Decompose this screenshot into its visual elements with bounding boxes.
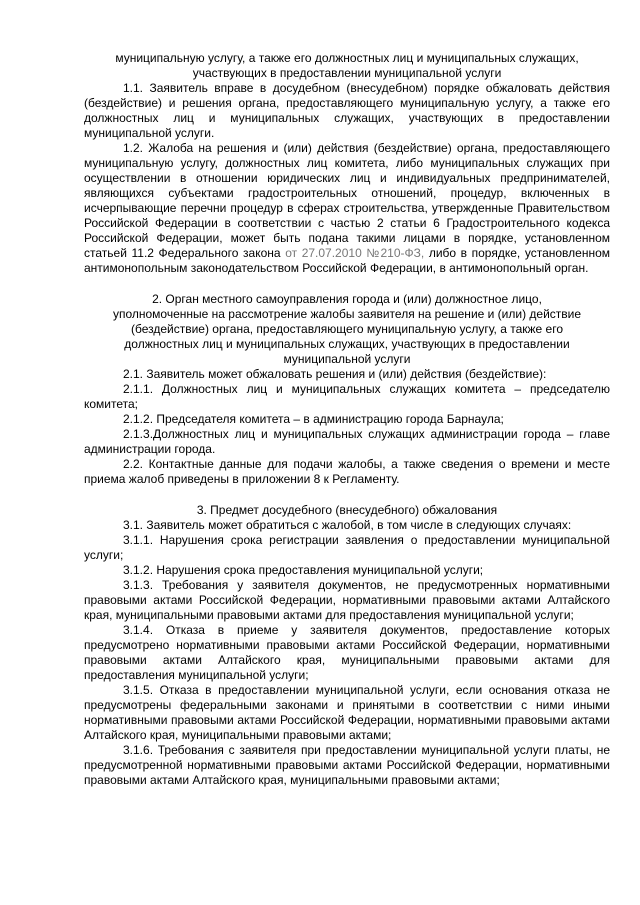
paragraph-3-1: 3.1. Заявитель может обратиться с жалобой, в том числе в следующих случаях: [123,518,572,532]
paragraph-1-2-text-a: 1.2. Жалоба на решения и (или) действия (бездействие) органа, предоставляющего муниципальную услугу, должностных лиц комитета, либо муниципальных служащих при осуществлении в отношении юридических лиц и индивидуальных предпринимателей, являющихся субъектами градостроительных отношений, процедур, включенных в исчерпывающие перечни процедур в сферах строительства, утвержденные Правительством Российской Федерации в соответствии с частью 2 статьи 6 Градостроительного кодекса Российской Федерации, может быть подана такими лицами в порядке, установленном статьей 11.2 Федерального закона [84,141,610,260]
section-1-heading-line-2: участвующих в предоставлении муниципальной услуги [192,66,502,80]
paragraph-2-1-3: 2.1.3.Должностных лиц и муниципальных служащих администрации города – главе администрации города. [84,427,610,456]
paragraph-2-2: 2.2. Контактные данные для подачи жалобы, а также сведения о времени и месте приема жалоб приведены в приложении 8 к Регламенту. [84,457,610,486]
paragraph-1-2-text-b: либо в порядке, установленном антимонопольным законодательством Российской Федерации, в антимонопольный орган. [84,246,610,275]
paragraph-2-1-2: 2.1.2. Председателя комитета – в администрацию города Барнаула; [123,412,504,426]
section-2-heading-line-4: должностных лиц и муниципальных служащих, участвующих в предоставлении [124,337,570,351]
paragraph-3-1-6: 3.1.6. Требования с заявителя при предоставлении муниципальной услуги платы, не предусмотренной нормативными правовыми актами Российской Федерации, нормативными правовыми актами Алтайского края, муниципальными правовыми актами; [84,743,610,787]
section-2-heading-line-5: муниципальной услуги [283,352,411,366]
paragraph-3-1-4: 3.1.4. Отказа в приеме у заявителя документов, предоставление которых предусмотрено нормативными правовыми актами Российской Федерации, нормативными правовыми актами Алтайского края, муниципальными правовыми актами для предоставления муниципальной услуги; [84,623,610,682]
paragraph-3-1-1: 3.1.1. Нарушения срока регистрации заявления о предоставлении муниципальной услуги; [84,533,610,562]
law-reference-link[interactable]: от 27.07.2010 №210-ФЗ, [285,246,425,260]
paragraph-1-1: 1.1. Заявитель вправе в досудебном (внесудебном) порядке обжаловать действия (бездействие) и решения органа, предоставляющего муниципальную услугу, а также его должностных лиц и муниципальных служащих, участвующих в предоставлении муниципальной услуги. [84,81,610,140]
section-1-heading-line-1: муниципальную услугу, а также его должностных лиц и муниципальных служащих, [115,51,579,65]
paragraph-3-1-5: 3.1.5. Отказа в предоставлении муниципальной услуги, если основания отказа не предусмотрены федеральными законами и принятыми в соответствии с ними иными нормативными правовыми актами Российской Федерации, нормативными правовыми актами Алтайского края, муниципальными правовыми актами; [84,683,610,742]
paragraph-3-1-2: 3.1.2. Нарушения срока предоставления муниципальной услуги; [123,563,484,577]
section-2-heading-line-2: уполномоченные на рассмотрение жалобы заявителя на решение и (или) действие [112,307,582,321]
section-2-heading-line-1: 2. Орган местного самоуправления города и (или) должностное лицо, [152,292,542,306]
document-page [84,51,610,788]
paragraph-3-1-3: 3.1.3. Требования у заявителя документов, не предусмотренных нормативными правовыми актами Российской Федерации, нормативными правовыми актами Алтайского края, муниципальными правовыми актами для предоставления муниципальной услуги; [84,578,610,622]
section-3-heading: 3. Предмет досудебного (внесудебного) обжалования [196,503,498,517]
section-2-heading-line-3: (бездействие) органа, предоставляющего муниципальную услугу, а также его [130,322,564,336]
paragraph-2-1-1: 2.1.1. Должностных лиц и муниципальных служащих комитета – председателю комитета; [84,382,610,411]
paragraph-1-2 [84,141,610,276]
paragraph-2-1: 2.1. Заявитель может обжаловать решения и (или) действия (бездействие): [123,367,547,381]
